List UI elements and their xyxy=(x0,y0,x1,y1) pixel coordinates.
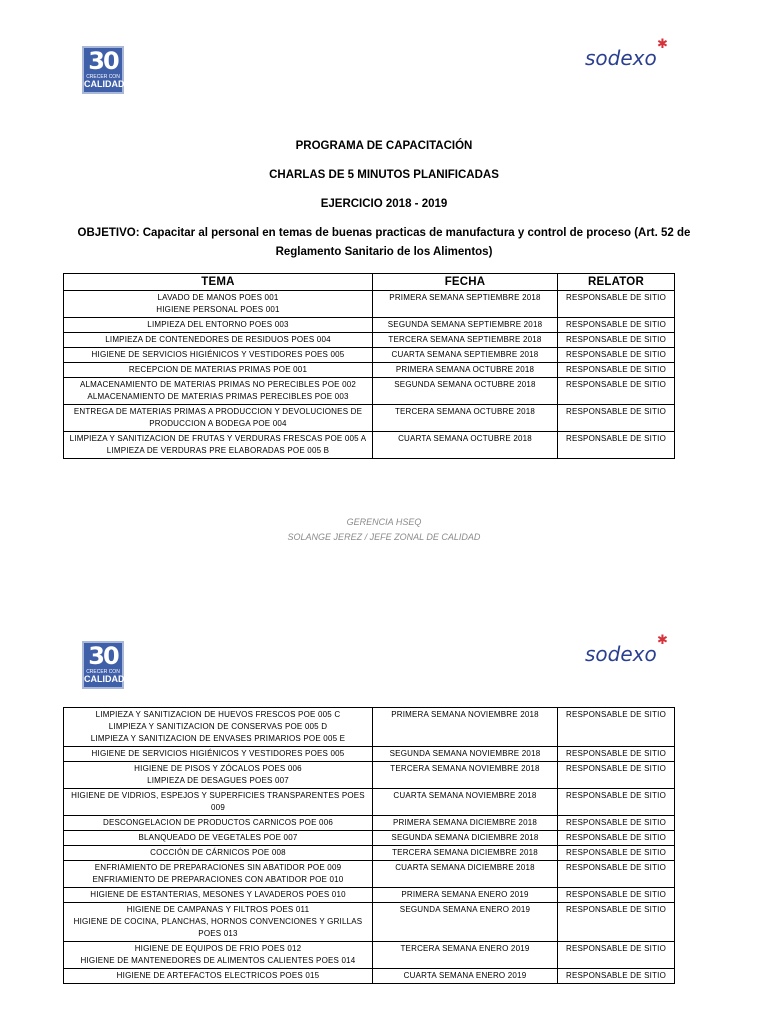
tema-line: LIMPIEZA DE CONTENEDORES DE RESIDUOS POES 004 xyxy=(105,335,331,344)
crecer-con-calidad-logo-page2 xyxy=(82,641,124,689)
fecha-cell: PRIMERA SEMANA SEPTIEMBRE 2018 xyxy=(373,291,558,318)
tema-cell xyxy=(64,903,373,942)
sodexo-star-icon: ✱ xyxy=(657,633,668,648)
fecha-cell: CUARTA SEMANA NOVIEMBRE 2018 xyxy=(373,789,558,816)
relator-cell: RESPONSABLE DE SITIO xyxy=(558,378,675,405)
column-header-relator: RELATOR xyxy=(558,274,675,291)
table-row xyxy=(64,942,675,969)
fecha-cell: TERCERA SEMANA OCTUBRE 2018 xyxy=(373,405,558,432)
fecha-cell: SEGUNDA SEMANA DICIEMBRE 2018 xyxy=(373,831,558,846)
tema-cell xyxy=(64,405,373,432)
tema-cell xyxy=(64,747,373,762)
tema-cell xyxy=(64,291,373,318)
logo-number: 30 xyxy=(88,642,118,670)
fecha-cell: TERCERA SEMANA NOVIEMBRE 2018 xyxy=(373,762,558,789)
schedule-table-page2 xyxy=(63,707,675,984)
logo-number: 30 xyxy=(88,47,118,75)
tema-line: HIGIENE DE PISOS Y ZÓCALOS POES 006 xyxy=(134,764,302,773)
tema-line: ENFRIAMIENTO DE PREPARACIONES CON ABATIDOR POE 010 xyxy=(92,875,344,884)
tema-cell xyxy=(64,789,373,816)
tema-line: HIGIENE DE CAMPANAS Y FILTROS POES 011 xyxy=(126,905,310,914)
tema-line: HIGIENE PERSONAL POES 001 xyxy=(156,305,280,314)
fecha-cell: CUARTA SEMANA SEPTIEMBRE 2018 xyxy=(373,348,558,363)
table-row xyxy=(64,405,675,432)
table-row xyxy=(64,861,675,888)
fecha-cell: SEGUNDA SEMANA SEPTIEMBRE 2018 xyxy=(373,318,558,333)
sodexo-logo xyxy=(585,37,668,70)
tema-line: HIGIENE DE SERVICIOS HIGIÉNICOS Y VESTIDORES POES 005 xyxy=(91,350,345,359)
tema-line: LAVADO DE MANOS POES 001 xyxy=(157,293,279,302)
logo-text-line1: CRECER CON xyxy=(86,669,120,675)
tema-cell xyxy=(64,432,373,459)
relator-cell: RESPONSABLE DE SITIO xyxy=(558,789,675,816)
relator-cell: RESPONSABLE DE SITIO xyxy=(558,903,675,942)
tema-line: BLANQUEADO DE VEGETALES POE 007 xyxy=(138,833,298,842)
column-header-fecha: FECHA xyxy=(373,274,558,291)
tema-cell xyxy=(64,816,373,831)
table-row xyxy=(64,888,675,903)
sodexo-wordmark: sodexo xyxy=(585,642,657,666)
relator-cell: RESPONSABLE DE SITIO xyxy=(558,432,675,459)
footer-signatory: SOLANGE JEREZ / JEFE ZONAL DE CALIDAD xyxy=(287,532,481,542)
table-row xyxy=(64,318,675,333)
tema-line: LIMPIEZA Y SANITIZACION DE CONSERVAS POE 005 D xyxy=(108,722,328,731)
fecha-cell: SEGUNDA SEMANA ENERO 2019 xyxy=(373,903,558,942)
tema-line: LIMPIEZA Y SANITIZACION DE HUEVOS FRESCOS POE 005 C xyxy=(95,710,341,719)
table-row xyxy=(64,708,675,747)
relator-cell: RESPONSABLE DE SITIO xyxy=(558,291,675,318)
tema-line: ALMACENAMIENTO DE MATERIAS PRIMAS PERECIBLES POE 003 xyxy=(87,392,349,401)
fecha-cell: SEGUNDA SEMANA OCTUBRE 2018 xyxy=(373,378,558,405)
relator-cell: RESPONSABLE DE SITIO xyxy=(558,333,675,348)
relator-cell: RESPONSABLE DE SITIO xyxy=(558,888,675,903)
tema-line: HIGIENE DE SERVICIOS HIGIÉNICOS Y VESTIDORES POES 005 xyxy=(91,749,345,758)
table-row xyxy=(64,378,675,405)
tema-line: HIGIENE DE VIDRIOS, ESPEJOS Y SUPERFICIES TRANSPARENTES POES 009 xyxy=(71,791,365,812)
table-row xyxy=(64,363,675,378)
tema-cell xyxy=(64,318,373,333)
fecha-cell: PRIMERA SEMANA OCTUBRE 2018 xyxy=(373,363,558,378)
tema-cell xyxy=(64,348,373,363)
fecha-cell: SEGUNDA SEMANA NOVIEMBRE 2018 xyxy=(373,747,558,762)
relator-cell: RESPONSABLE DE SITIO xyxy=(558,348,675,363)
sodexo-logo-page2 xyxy=(585,633,668,666)
tema-line: ENTREGA DE MATERIAS PRIMAS A PRODUCCION Y DEVOLUCIONES DE PRODUCCION A BODEGA POE 004 xyxy=(73,407,363,428)
logo-text-line2: CALIDAD xyxy=(84,79,125,89)
objective-text xyxy=(62,224,706,262)
relator-cell: RESPONSABLE DE SITIO xyxy=(558,942,675,969)
sodexo-wordmark: sodexo xyxy=(585,46,657,70)
tema-cell xyxy=(64,708,373,747)
sodexo-star-icon: ✱ xyxy=(657,37,668,52)
table-row xyxy=(64,432,675,459)
tema-line: HIGIENE DE EQUIPOS DE FRIO POES 012 xyxy=(134,944,302,953)
table-row xyxy=(64,831,675,846)
relator-cell: RESPONSABLE DE SITIO xyxy=(558,318,675,333)
tema-line: HIGIENE DE COCINA, PLANCHAS, HORNOS CONVENCIONES Y GRILLAS POES 013 xyxy=(73,917,363,938)
relator-cell: RESPONSABLE DE SITIO xyxy=(558,708,675,747)
relator-cell: RESPONSABLE DE SITIO xyxy=(558,363,675,378)
tema-line: ENFRIAMIENTO DE PREPARACIONES SIN ABATIDOR POE 009 xyxy=(94,863,342,872)
table-row xyxy=(64,762,675,789)
fecha-cell: CUARTA SEMANA DICIEMBRE 2018 xyxy=(373,861,558,888)
column-header-tema: TEMA xyxy=(64,274,373,291)
tema-line: ALMACENAMIENTO DE MATERIAS PRIMAS NO PERECIBLES POE 002 xyxy=(79,380,357,389)
tema-cell xyxy=(64,762,373,789)
tema-line: COCCIÓN DE CÁRNICOS POE 008 xyxy=(150,848,286,857)
table-row xyxy=(64,747,675,762)
fecha-cell: CUARTA SEMANA ENERO 2019 xyxy=(373,969,558,984)
logo-text-line1: CRECER CON xyxy=(86,74,120,80)
tema-cell xyxy=(64,363,373,378)
tema-cell xyxy=(64,378,373,405)
logo-text-line2: CALIDAD xyxy=(84,674,125,684)
objective-line1: OBJETIVO: Capacitar al personal en temas de buenas practicas de manufactura y control de proceso (Art. 52 de xyxy=(77,227,691,239)
fecha-cell: TERCERA SEMANA SEPTIEMBRE 2018 xyxy=(373,333,558,348)
fecha-cell: PRIMERA SEMANA ENERO 2019 xyxy=(373,888,558,903)
tema-line: LIMPIEZA DE VERDURAS PRE ELABORADAS POE 005 B xyxy=(106,446,330,455)
fecha-cell: TERCERA SEMANA ENERO 2019 xyxy=(373,942,558,969)
table-row xyxy=(64,291,675,318)
tema-line: HIGIENE DE ESTANTERIAS, MESONES Y LAVADEROS POES 010 xyxy=(90,890,346,899)
tema-cell xyxy=(64,861,373,888)
exercise-period: EJERCICIO 2018 - 2019 xyxy=(320,198,448,210)
fecha-cell: CUARTA SEMANA OCTUBRE 2018 xyxy=(373,432,558,459)
relator-cell: RESPONSABLE DE SITIO xyxy=(558,762,675,789)
tema-cell xyxy=(64,888,373,903)
relator-cell: RESPONSABLE DE SITIO xyxy=(558,747,675,762)
relator-cell: RESPONSABLE DE SITIO xyxy=(558,405,675,432)
table-row xyxy=(64,903,675,942)
table-row xyxy=(64,969,675,984)
tema-cell xyxy=(64,831,373,846)
tema-cell xyxy=(64,333,373,348)
tema-cell xyxy=(64,969,373,984)
schedule-table-page1 xyxy=(63,273,675,459)
tema-line: LIMPIEZA Y SANITIZACION DE ENVASES PRIMARIOS POE 005 E xyxy=(90,734,346,743)
relator-cell: RESPONSABLE DE SITIO xyxy=(558,861,675,888)
tema-cell xyxy=(64,846,373,861)
objective-line2: Reglamento Sanitario de los Alimentos) xyxy=(275,246,493,258)
table-row xyxy=(64,789,675,816)
table-row xyxy=(64,816,675,831)
relator-cell: RESPONSABLE DE SITIO xyxy=(558,846,675,861)
tema-line: LIMPIEZA Y SANITIZACION DE FRUTAS Y VERDURAS FRESCAS POE 005 A xyxy=(69,434,367,443)
tema-line: HIGIENE DE MANTENEDORES DE ALIMENTOS CALIENTES POES 014 xyxy=(80,956,356,965)
tema-line: HIGIENE DE ARTEFACTOS ELECTRICOS POES 015 xyxy=(116,971,320,980)
table-row xyxy=(64,333,675,348)
table-row xyxy=(64,846,675,861)
footer-department: GERENCIA HSEQ xyxy=(346,517,422,527)
tema-line: DESCONGELACION DE PRODUCTOS CARNICOS POE 006 xyxy=(102,818,334,827)
document-subtitle: CHARLAS DE 5 MINUTOS PLANIFICADAS xyxy=(269,169,499,181)
fecha-cell: PRIMERA SEMANA NOVIEMBRE 2018 xyxy=(373,708,558,747)
fecha-cell: PRIMERA SEMANA DICIEMBRE 2018 xyxy=(373,816,558,831)
tema-line: LIMPIEZA DE DESAGUES POES 007 xyxy=(147,776,289,785)
relator-cell: RESPONSABLE DE SITIO xyxy=(558,969,675,984)
relator-cell: RESPONSABLE DE SITIO xyxy=(558,816,675,831)
crecer-con-calidad-logo xyxy=(82,46,124,94)
tema-line: RECEPCION DE MATERIAS PRIMAS POE 001 xyxy=(128,365,308,374)
table-row xyxy=(64,348,675,363)
tema-cell xyxy=(64,942,373,969)
document-title: PROGRAMA DE CAPACITACIÓN xyxy=(295,140,473,152)
tema-line: LIMPIEZA DEL ENTORNO POES 003 xyxy=(147,320,289,329)
relator-cell: RESPONSABLE DE SITIO xyxy=(558,831,675,846)
fecha-cell: TERCERA SEMANA DICIEMBRE 2018 xyxy=(373,846,558,861)
